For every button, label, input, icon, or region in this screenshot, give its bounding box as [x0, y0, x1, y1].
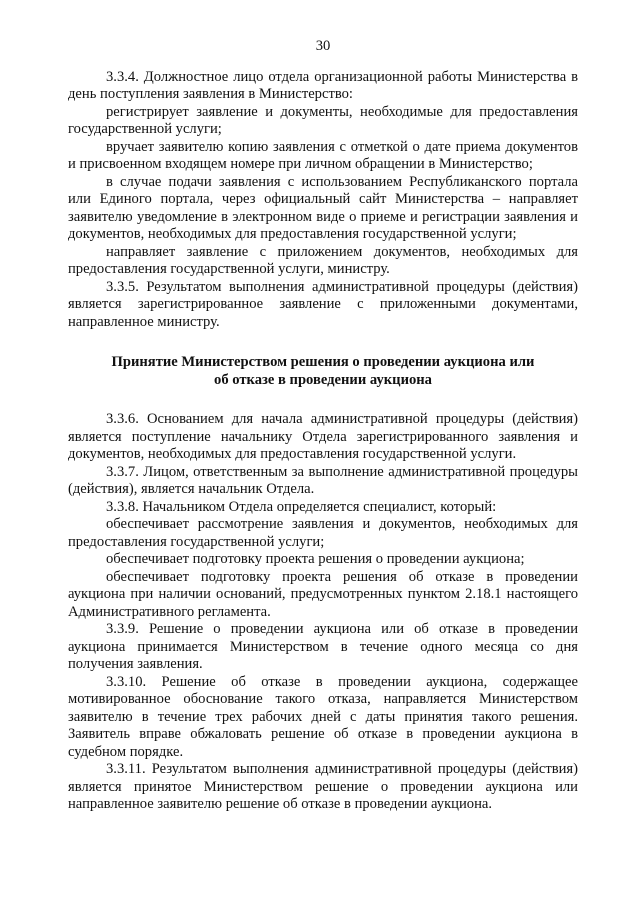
paragraph: 3.3.8. Начальником Отдела определяется специалист, который: — [106, 498, 497, 515]
paragraph: 3.3.4. Должностное лицо отдела организационной работы Министерства в день поступления заявления в Министерство: — [68, 68, 578, 102]
paragraph: регистрирует заявление и документы, необходимые для предоставления государственной услуги; — [68, 103, 578, 137]
paragraph: 3.3.6. Основанием для начала административной процедуры (действия) является поступление начальнику Отдела зарегистрированного заявления и документов, необходимых для предоставления государственной услуги. — [68, 411, 578, 462]
paragraph: 3.3.10. Решение об отказе в проведении аукциона, содержащее мотивированное обоснование такого отказа, направляется Министерством заявителю в течение трех рабочих дней с даты принятия такого решения. Заявитель вправе обжаловать решение об отказе в проведении аукциона в судебном порядке. — [68, 673, 578, 760]
paragraph: обеспечивает подготовку проекта решения о проведении аукциона; — [106, 551, 525, 567]
paragraph: 3.3.9. Решение о проведении аукциона или об отказе в проведении аукциона принимается Министерством в течение одного месяца со дня получения заявления. — [68, 621, 578, 672]
paragraph: 3.3.7. Лицом, ответственным за выполнение административной процедуры (действия), является начальник Отдела. — [68, 463, 578, 497]
paragraph: обеспечивает подготовку проекта решения об отказе в проведении аукциона при наличии оснований, предусмотренных пунктом 2.18.1 настоящего Административного регламента. — [68, 568, 578, 620]
section-heading-line: Принятие Министерством решения о проведении аукциона или — [111, 354, 535, 370]
section-heading-line: об отказе в проведении аукциона — [214, 372, 432, 388]
paragraph: обеспечивает рассмотрение заявления и документов, необходимых для предоставления государственной услуги; — [68, 516, 578, 550]
paragraph: 3.3.5. Результатом выполнения административной процедуры (действия) является зарегистрированное заявление с приложенными документами, направленное министру. — [68, 278, 578, 330]
document-page — [68, 38, 578, 814]
paragraph: вручает заявителю копию заявления с отметкой о дате приема документов и присвоенном входящем номере при личном обращении в Министерство; — [68, 138, 578, 172]
paragraph: в случае подачи заявления с использованием Республиканского портала или Единого портала, через официальный сайт Министерства – направляет заявителю уведомление в электронном виде о приеме и регистрации заявления и документов, необходимых для предоставления государственной услуги; — [68, 173, 578, 242]
section-heading — [68, 353, 578, 389]
page-number: 30 — [315, 38, 331, 54]
paragraph: 3.3.11. Результатом выполнения административной процедуры (действия) является принятое Министерством решение о проведении аукциона или направленное заявителю решение об отказе в проведении аукциона. — [68, 761, 578, 812]
paragraph: направляет заявление с приложением документов, необходимых для предоставления государственной услуги, министру. — [68, 243, 578, 277]
